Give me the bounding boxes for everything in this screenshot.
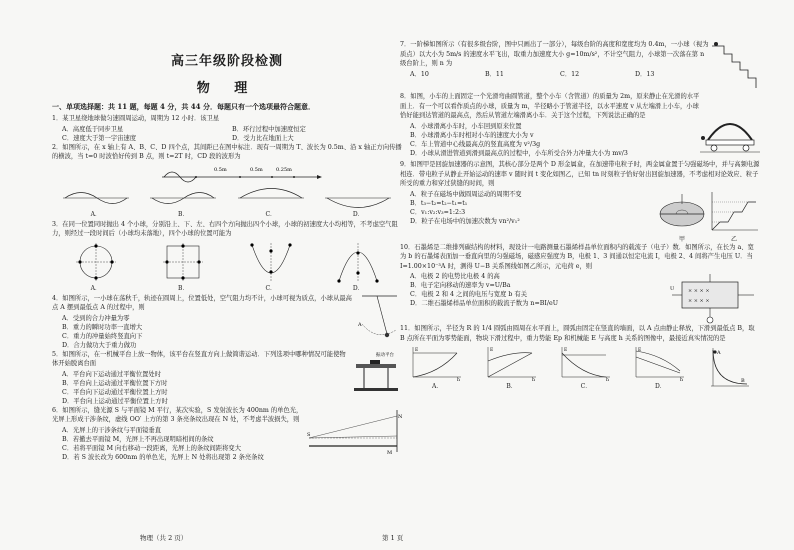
q3-option-b: B． (158, 241, 208, 292)
question-5-stem: 5．如图所示，在一机械平台上放一物体，该平台在竖直方向上做简谐运动．下列选项中哪种情况可能使物体开始脱离台面 (52, 350, 346, 367)
question-11-stem: 11．如图所示，半径为 R 的 1/4 圆弧由圆周在水平面上，圆弧由固定在竖直的墙面，以 A 点由静止释放，下滑到最低点 B，取 B 点所在平面为零势能面，物块下滑过程中，重力势能 Ep 和机械能 E 与高度 h 关系的图像中，最接近真实情况的是 (400, 325, 755, 342)
section-heading: 一、单项选择题：共 11 题，每题 4 分，共 44 分．每题只有一个选项最符合题意． (52, 102, 315, 111)
q1-option-b: B．环行过程中加速度恒定 (232, 125, 306, 133)
question-1-stem: 1．某卫星绕地球做匀速圆周运动，周期为 12 小时．该卫星 (52, 115, 220, 122)
question-8-stem: 8．如图，小车的上面固定一个光滑弯曲圆管道，整个小车（含管道）的质量为 2m，原来静止在光滑的水平面上．有一个可以看作质点的小球，质量为 m，半径略小于管道半径，以水平速度 v 从左端滑上小车，小球恰好能到达管道的最高点，然后从管道左端滑离小车．关于这个过程，下列说法正确的是 (400, 93, 700, 119)
svg-text:× × × ×: × × × × (688, 298, 710, 304)
q11-option-d: E h D． (638, 348, 684, 390)
footer-left: 物理（共 2 页） (140, 534, 188, 542)
subject-title: 物 理 (196, 81, 258, 96)
svg-text:h: h (605, 378, 609, 381)
question-7 (400, 40, 760, 92)
svg-text:E: E (638, 348, 642, 353)
q4-option-d: D．合力做功大于重力做功 (62, 341, 137, 349)
q2-option-b: B． (148, 187, 218, 218)
q9-figure-a: 甲 (656, 190, 708, 243)
q3-option-d: D． (333, 241, 383, 292)
question-4-stem: 4．如图所示，一小球在荡秋千，轨迹在圆周上，位置低处，空气阻力均不计，小球可视为质点，小球从最高点 A 摆到最低点 A 的过程中，则 (52, 294, 352, 311)
question-1-options-row2 (52, 134, 402, 143)
question-6 (52, 406, 402, 462)
q8-cart-figure (700, 112, 760, 160)
q9-figure-b: 乙 (708, 190, 760, 243)
svg-text:N: N (398, 413, 402, 420)
q6-option-c: C．若将平面镜 M 向右移动一段距离，光屏上的条纹间距将变大 (62, 444, 241, 452)
page-title: 高三年级阶段检测 (170, 54, 283, 69)
q3-option-c: C． (246, 241, 296, 292)
q11-option-c: E h C． (563, 348, 609, 390)
question-1-options-row1 (52, 125, 402, 134)
q2-option-d: D． (323, 187, 393, 218)
q4-swing-figure (352, 294, 402, 344)
q8-option-d: D．小球从滑进管道到滑到最高点的过程中，小车所受合外力冲量大小为 mv/3 (410, 149, 628, 157)
q2-label-3: 0.25m (276, 166, 292, 173)
svg-text:U: U (670, 286, 675, 292)
svg-text:× × × ×: × × × × (688, 288, 710, 294)
question-9-body (400, 190, 760, 243)
svg-text:E: E (415, 348, 419, 353)
q6-option-b: B．若撤去平面镜 M，光屏上不再出现明暗相间的条纹 (62, 435, 214, 443)
q2-label-1: 0.5m (214, 166, 227, 173)
question-8 (400, 92, 760, 160)
q9-option-d: D．粒子在电场中的加速次数为 vn²/v₁² (410, 217, 520, 225)
q8-option-c: C．车上管道中心线最高点的竖直高度为 v²/3g (410, 140, 541, 148)
svg-text:A: A (358, 321, 362, 328)
q4-option-c: C．重力的冲量始终竖直向下 (62, 332, 143, 340)
q11-options-figures (400, 345, 760, 390)
q10-option-a: A．电极 2 的电势比电极 4 的高 (410, 273, 500, 280)
question-10-body (400, 272, 760, 324)
q6-option-a: A．光屏上的干涉条纹与平面镜垂直 (62, 426, 162, 434)
q8-option-a: A．小球滑离小车时，小车回到原来位置 (410, 122, 522, 130)
q11-arc-figure (707, 346, 751, 390)
q2-option-c: C． (236, 187, 306, 218)
right-column (400, 40, 760, 392)
svg-text:振动平台: 振动平台 (376, 352, 394, 358)
q10-graphene-figure (668, 272, 760, 324)
q11-option-a: E h A． (415, 348, 461, 390)
q4-option-b: B．重力的瞬时功率一直增大 (62, 323, 143, 331)
q3-option-a: A． (71, 241, 121, 292)
q1-option-c: C．速度大于第一宇宙速度 (62, 134, 137, 142)
left-column (52, 40, 402, 462)
q3-options-figures (52, 241, 402, 292)
q9-option-b: B．t₃−t₂=t₂−t₁=t₁ (410, 199, 468, 207)
q2-options-figures (52, 187, 402, 218)
q6-mirror-figure (307, 406, 402, 456)
svg-text:E: E (489, 348, 493, 353)
q9-option-c: C．v₁:v₂:v₃=1:2:3 (410, 208, 466, 216)
q6-option-d: D．若 S 波长改为 600nm 的单色光，光屏上 N 处将出现第 2 条亮条纹 (62, 453, 264, 461)
q5-platform-figure (350, 350, 402, 396)
q7-stairs-figure (710, 40, 760, 92)
q7-option-d: D．13 (635, 70, 655, 78)
q7-option-c: C．12 (560, 70, 580, 78)
svg-text:S: S (307, 431, 311, 438)
question-5 (52, 350, 402, 406)
q5-option-b: B．平台向上运动通过平衡位置下方时 (62, 379, 168, 387)
svg-text:h: h (531, 378, 535, 381)
question-3-stem: 3．在同一位置同时抛出 4 个小球，分别沿上、下、左、右四个方向抛出四个小球，小球的初速度大小均相等，不考虑空气阻力，则经过一段时间后（小球均未落地），四个小球的位置可能为 (52, 220, 398, 237)
q10-option-c: C．电极 2 和 4 之间的电压与宽度 b 有关 (410, 291, 528, 298)
q5-option-c: C．平台向下运动通过平衡位置上方时 (62, 388, 168, 396)
q4-option-a: A．受到的合力冲量为零 (62, 314, 130, 322)
question-6-stem: 6．如图所示，缝光源 S 与平面镜 M 平行，某次实验，S 发射波长为 400nm 的单色光，光屏上形成干涉条纹，虚线 OO′ 上方的第 3 条亮条纹出现在 N 处，不考虑半波损失，则 (52, 406, 303, 423)
question-2-stem: 2．如图所示，在 x 轴上有 A、B、C、D 四个点，其间距已在图中标注．现有一周期为 T、波长为 0.5m、沿 x 轴正方向传播的横波，当 t=0 时波恰好传到 B 点，则 t=2T 时，CD 段的波形为 (52, 143, 402, 160)
q2-option-a: A． (61, 187, 131, 218)
q8-option-b: B．小球滑离小车时相对小车的速度大小为 v (410, 131, 534, 139)
q1-option-d: D．受力比在地面上大 (232, 134, 294, 142)
q5-option-d: D．平台向上运动通过平衡位置上方时 (62, 397, 168, 405)
svg-text:B: B (740, 378, 745, 384)
question-10-stem: 10．石墨烯是二维排列碳结构的材料，现设计一电路测量石墨烯样品单位面积内的载流子（电子）数．如图所示，在长为 a、宽为 b 的石墨烯表面加一垂直向里的匀强磁场，磁感应强度为 B，电极 1、3 间通以恒定电流 I，电极 2、4 间将产生电压 U．当 I=1.00×10⁻³A 时，测得 U−B 关系图线如图乙所示，元电荷 e，则 (400, 243, 754, 270)
q1-option-a: A．高度低于同步卫星 (62, 125, 124, 133)
q11-option-b: E h B． (489, 348, 535, 390)
q9-option-a: A．粒子在磁场中做圆周运动的周期不变 (410, 190, 522, 198)
svg-text:M: M (387, 449, 393, 456)
q5-option-a: A．平台向下运动通过平衡位置处时 (62, 370, 162, 378)
question-4 (52, 294, 402, 350)
q2-axis-figure (162, 163, 402, 185)
svg-text:h: h (457, 378, 461, 381)
q2-label-2: 0.5m (250, 166, 263, 173)
q10-option-d: D．二维石墨烯样品单位面积的载流子数为 n=BI/eU (410, 300, 558, 307)
svg-text:E: E (563, 348, 568, 353)
q10-option-b: B．电子定向移动的速率为 v=U/Ba (410, 282, 511, 289)
svg-text:h: h (680, 378, 684, 381)
q7-option-a: A．10 (410, 70, 429, 78)
svg-text:A: A (716, 350, 721, 356)
footer-page-number: 第 1 页 (382, 534, 404, 542)
question-9-stem: 9．如图甲是回旋加速器的示意图，其核心部分是两个 D 形金属盒，在加速带电粒子时，两金属盒置于匀强磁场中，并与高频电源相连．带电粒子从静止开始运动的速率 v 随时间 t 变化如图乙，已知 tn 时刻粒子恰好射出回旋加速器，不考虑相对论效应、粒子所受的重力和穿过狭缝的时间，则 (400, 161, 760, 187)
q7-options (400, 70, 710, 79)
q7-option-b: B．11 (485, 70, 504, 78)
question-7-stem: 7．一阶梯如图所示（有很多级台阶，图中只画出了一部分），每级台阶的高度和宽度均为 0.4m，一小球（视为质点）以大小为 5m/s 的速度水平飞出，取重力加速度大小 g=10m/s²，不计空气阻力，小球第一次落在第 n 级台阶上，则 n 为 (400, 41, 709, 67)
